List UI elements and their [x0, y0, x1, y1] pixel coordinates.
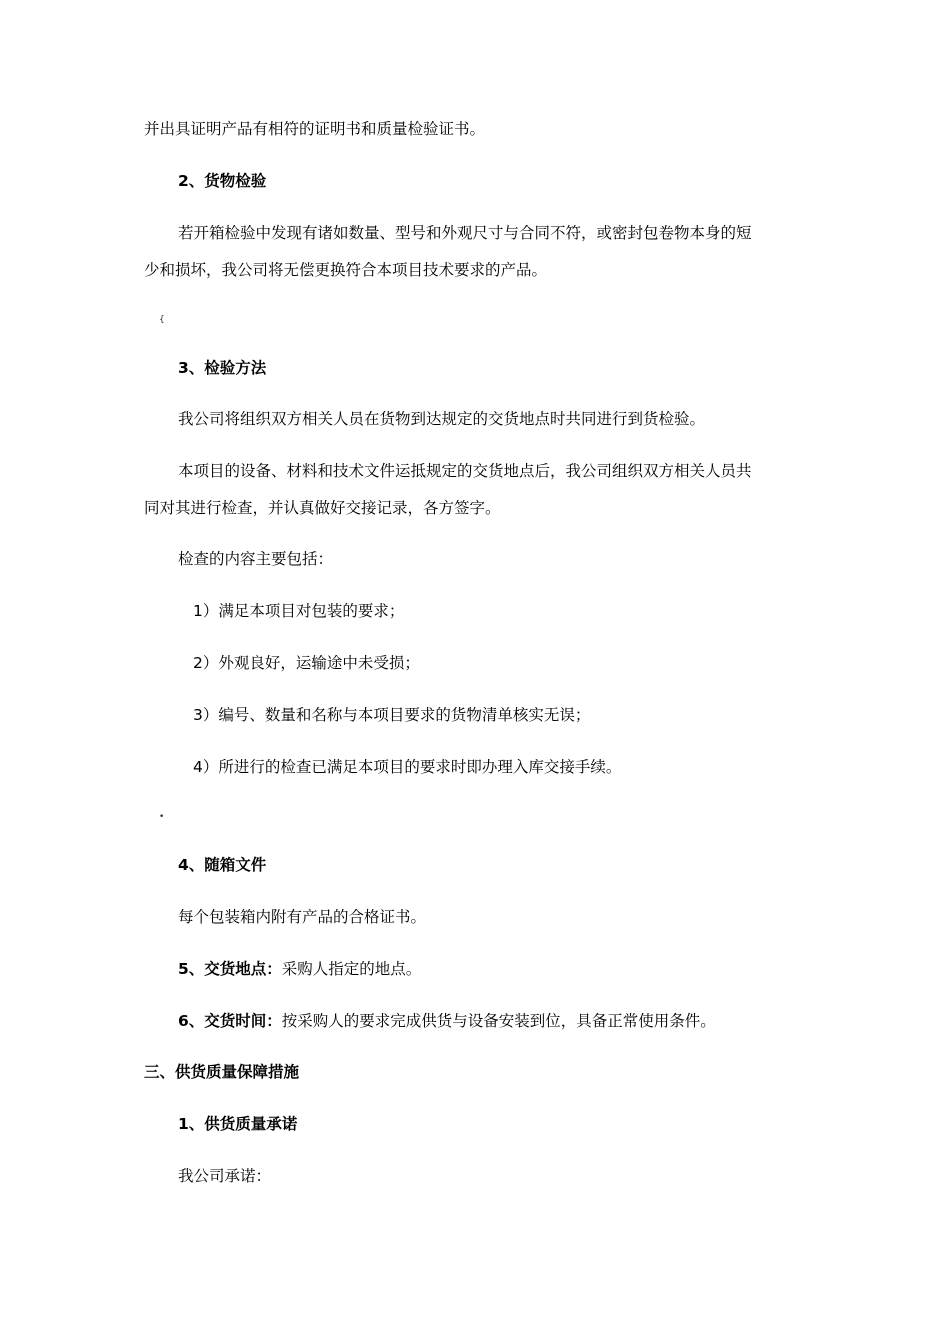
stray-mark: •: [159, 812, 165, 822]
delivery-time-label: 6、交货时间：: [178, 1012, 282, 1030]
stray-mark: {: [159, 315, 165, 325]
paragraph-company-commitment: 我公司承诺：: [178, 1167, 272, 1185]
paragraph-inspection-method-2-line-2: 同对其进行检查，并认真做好交接记录，各方签字。: [144, 499, 501, 517]
section-heading-inspection-method: 3、检验方法: [178, 359, 267, 377]
list-item: 4）所进行的检查已满足本项目的要求时即办理入库交接手续。: [193, 758, 622, 776]
delivery-location-text: 采购人指定的地点。: [281, 960, 422, 978]
list-item: 1）满足本项目对包装的要求；: [193, 602, 405, 620]
paragraph-delivery-time: [178, 1010, 716, 1032]
section-heading-quality-commitment: 1、供货质量承诺: [178, 1115, 298, 1133]
section-heading-goods-inspection: 2、货物检验: [178, 172, 267, 190]
paragraph-goods-inspection-line-1: 若开箱检验中发现有诸如数量、型号和外观尺寸与合同不符，或密封包卷物本身的短: [178, 224, 752, 242]
delivery-location-label: 5、交货地点：: [178, 960, 282, 978]
paragraph-inspection-method-1: 我公司将组织双方相关人员在货物到达规定的交货地点时共同进行到货检验。: [178, 410, 706, 428]
list-item: 2）外观良好，运输途中未受损；: [193, 654, 420, 672]
list-item: 3）编号、数量和名称与本项目要求的货物清单核实无误；: [193, 706, 591, 724]
paragraph-delivery-location: [178, 958, 421, 980]
paragraph-goods-inspection-line-2: 少和损坏，我公司将无偿更换符合本项目技术要求的产品。: [144, 261, 548, 279]
delivery-time-text: 按采购人的要求完成供货与设备安装到位，具备正常使用条件。: [281, 1012, 716, 1030]
paragraph-inspection-method-2-line-1: 本项目的设备、材料和技术文件运抵规定的交货地点后，我公司组织双方相关人员共: [178, 462, 752, 480]
paragraph-inspection-content-intro: 检查的内容主要包括：: [178, 550, 334, 568]
paragraph-enclosed-documents: 每个包装箱内附有产品的合格证书。: [178, 908, 427, 926]
continued-paragraph-line: 并出具证明产品有相符的证明书和质量检验证书。: [144, 120, 486, 138]
section-heading-enclosed-documents: 4、随箱文件: [178, 856, 267, 874]
part-heading-supply-quality: 三、供货质量保障措施: [144, 1063, 300, 1081]
